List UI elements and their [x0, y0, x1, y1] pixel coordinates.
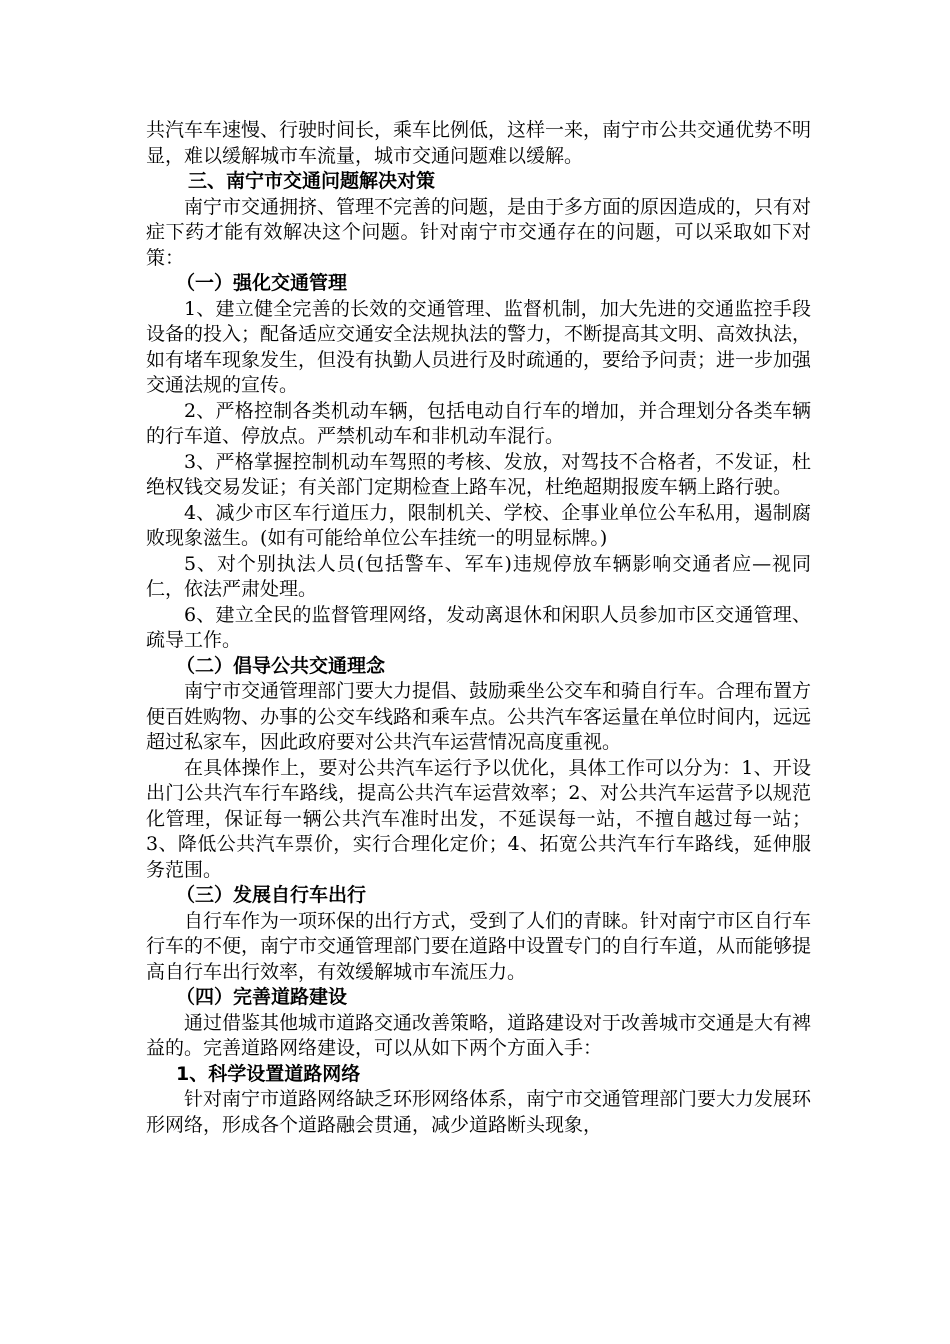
paragraph-measure-4: 4、减少市区车行道压力，限制机关、学校、企事业单位公车私用，遏制腐败现象滋生。(如有可能给单位公车挂统一的明显标牌。) — [146, 501, 811, 549]
subheading-public-transport: （二）倡导公共交通理念 — [176, 654, 386, 677]
subheading-road-construction: （四）完善道路建设 — [176, 986, 348, 1008]
paragraph-continuation: 共汽车车速慢、行驶时间长，乘车比例低，这样一来，南宁市公共交通优势不明显，难以缓解城市车流量，城市交通问题难以缓解。 — [146, 119, 812, 167]
document-page — [146, 118, 811, 1138]
paragraph-road-network: 针对南宁市道路网络缺乏环形网络体系，南宁市交通管理部门要大力发展环形网络，形成各个道路融会贯通，减少道路断头现象， — [146, 1088, 812, 1136]
paragraph-road-construction: 通过借鉴其他城市道路交通改善策略，道路建设对于改善城市交通是大有裨益的。完善道路网络建设，可以从如下两个方面入手： — [146, 1011, 812, 1059]
item-heading-road-network: 1、科学设置道路网络 — [176, 1062, 361, 1085]
paragraph-measure-6: 6、建立全民的监督管理网络，发动离退休和闲职人员参加市区交通管理、疏导工作。 — [146, 603, 811, 651]
paragraph-measure-3: 3、严格掌握控制机动车驾照的考核、发放，对驾技不合格者，不发证，杜绝权钱交易发证；有关部门定期检查上路车况，杜绝超期报废车辆上路行驶。 — [146, 450, 811, 498]
paragraph-measure-2: 2、严格控制各类机动车辆，包括电动自行车的增加，并合理划分各类车辆的行车道、停放点。严禁机动车和非机动车混行。 — [146, 399, 811, 447]
paragraph-bicycle: 自行车作为一项环保的出行方式，受到了人们的青睐。针对南宁市区自行车行车的不便，南宁市交通管理部门要在道路中设置专门的自行车道，从而能够提高自行车出行效率，有效缓解城市车流压力。 — [146, 909, 812, 983]
paragraph-measure-5: 5、对个别执法人员(包括警车、军车)违规停放车辆影响交通者应—视同仁，依法严肃处理。 — [146, 552, 811, 600]
paragraph-public-transport-2: 在具体操作上，要对公共汽车运行予以优化，具体工作可以分为：1、开设出门公共汽车行车路线，提高公共汽车运营效率；2、对公共汽车运营予以规范化管理，保证每一辆公共汽车准时出发，不延误每一站，不擅自越过每一站；3、降低公共汽车票价，实行合理化定价；4、拓宽公共汽车行车路线，延伸服务范围。 — [146, 756, 811, 881]
subheading-traffic-management: （一）强化交通管理 — [176, 272, 348, 294]
paragraph-public-transport-1: 南宁市交通管理部门要大力提倡、鼓励乘坐公交车和骑自行车。合理布置方便百姓购物、办事的公交车线路和乘车点。公共汽车客运量在单位时间内，远远超过私家车，因此政府要对公共汽车运营情况高度重视。 — [146, 680, 812, 753]
section-heading-solutions: 三、南宁市交通问题解决对策 — [188, 170, 436, 192]
paragraph-intro: 南宁市交通拥挤、管理不完善的问题，是由于多方面的原因造成的，只有对症下药才能有效解决这个问题。针对南宁市交通存在的问题，可以采取如下对策： — [146, 195, 812, 269]
subheading-bicycle: （三）发展自行车出行 — [176, 884, 367, 906]
paragraph-measure-1: 1、建立健全完善的长效的交通管理、监督机制，加大先进的交通监控手段设备的投入；配备适应交通安全法规执法的警力，不断提高其文明、高效执法，如有堵车现象发生，但没有执勤人员进行及时疏通的，要给予问责；进一步加强交通法规的宣传。 — [146, 297, 812, 396]
